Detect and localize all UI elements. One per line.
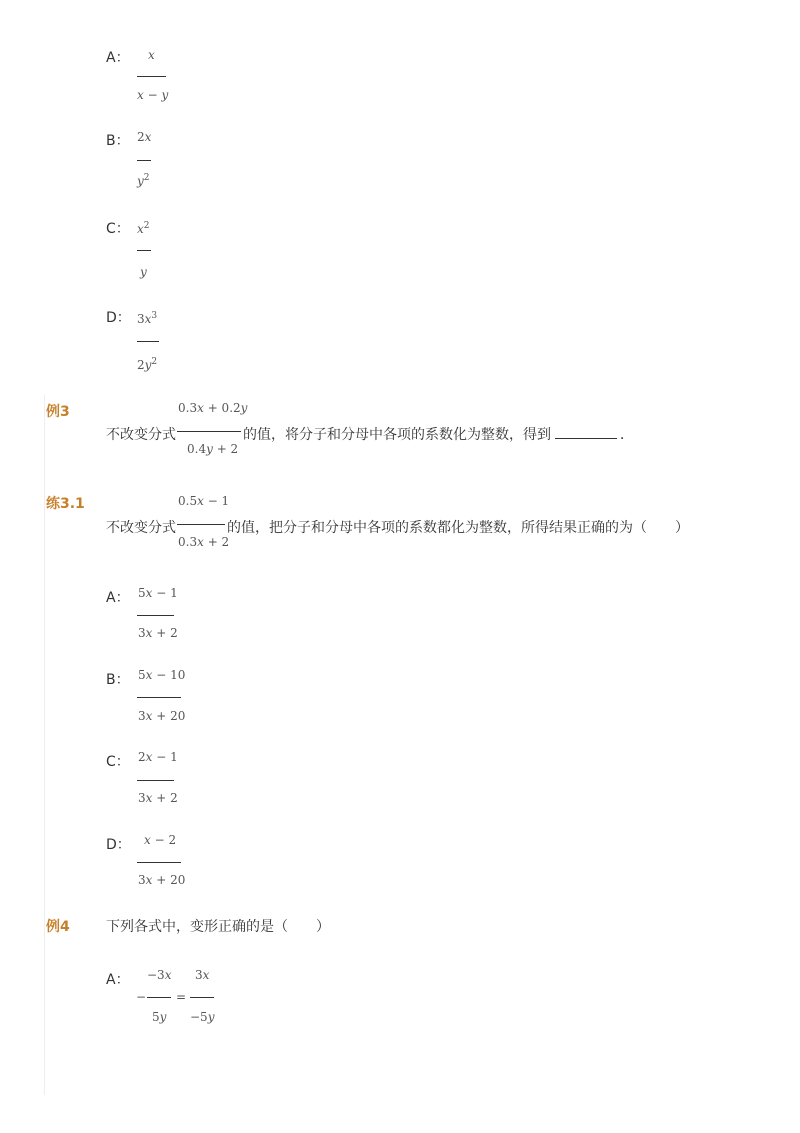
- fraction-numerator: x − 2: [144, 833, 177, 847]
- option-letter: A：: [106, 590, 130, 606]
- question-text: 下列各式中，变形正确的是（ ）: [106, 919, 330, 935]
- question-prefix: 不改变分式: [106, 520, 176, 536]
- fraction-bar: [177, 524, 225, 525]
- fraction-denominator: 0.3x + 2: [178, 535, 230, 549]
- fraction-bar: [137, 697, 181, 698]
- fraction-denominator: 3x + 2: [138, 791, 178, 805]
- fraction-numerator: x: [148, 48, 155, 62]
- answer-blank[interactable]: [555, 424, 617, 443]
- fraction-denominator: 3x + 20: [138, 709, 186, 723]
- fraction-numerator: 2x − 1: [138, 750, 178, 764]
- fraction-denominator: −5y: [190, 1010, 215, 1024]
- fraction-numerator: $3x^3$: [137, 311, 158, 326]
- example-tag: 例4: [46, 919, 70, 935]
- fraction-numerator: 2x: [137, 130, 152, 144]
- fraction-numerator: −3x: [147, 968, 172, 982]
- fraction-bar: [147, 997, 171, 998]
- fraction-bar: [137, 160, 151, 161]
- fraction-denominator: 3x + 2: [138, 626, 178, 640]
- option-letter: B：: [106, 672, 130, 688]
- fraction-numerator: 0.3x + 0.2y: [178, 401, 248, 415]
- fraction-bar: [137, 615, 174, 616]
- fraction-numerator: 5x − 10: [138, 668, 186, 682]
- option-letter: D：: [106, 837, 131, 853]
- fraction-denominator: 3x + 20: [138, 873, 186, 887]
- fraction-bar: [190, 997, 214, 998]
- question-end: ．: [620, 427, 634, 443]
- fraction-bar: [137, 780, 174, 781]
- fraction-denominator: $2y^2$: [137, 357, 158, 372]
- option-letter: A：: [106, 972, 130, 988]
- fraction-denominator: $y^2$: [137, 173, 150, 188]
- fraction-numerator: $x^2$: [137, 221, 150, 236]
- fraction-bar: [137, 76, 166, 77]
- equals-sign: =: [176, 990, 187, 1004]
- practice-tag: 练3.1: [46, 496, 85, 512]
- question-suffix: 的值，把分子和分母中各项的系数都化为整数，所得结果正确的为（ ）: [227, 520, 689, 536]
- option-letter: C：: [106, 754, 130, 770]
- fraction-numerator: 5x − 1: [138, 586, 178, 600]
- fraction-bar: [137, 341, 159, 342]
- fraction-denominator: x − y: [137, 88, 169, 102]
- example-tag: 例3: [46, 404, 70, 420]
- fraction-denominator: 5y: [152, 1010, 167, 1024]
- fraction-numerator: 0.5x − 1: [178, 494, 230, 508]
- question-suffix: 的值，将分子和分母中各项的系数化为整数，得到: [243, 427, 551, 443]
- question-prefix: 不改变分式: [106, 427, 176, 443]
- fraction-denominator: 0.4y + 2: [187, 442, 239, 456]
- fraction-bar: [137, 862, 181, 863]
- option-letter: D：: [106, 310, 131, 326]
- option-letter: C：: [106, 221, 130, 237]
- fraction-denominator: y: [140, 265, 147, 279]
- fraction-bar: [137, 250, 151, 251]
- minus-sign: −: [136, 990, 147, 1004]
- left-border-line: [44, 395, 45, 1095]
- option-letter: A：: [106, 50, 130, 66]
- option-letter: B：: [106, 133, 130, 149]
- fraction-numerator: 3x: [195, 968, 210, 982]
- fraction-bar: [177, 431, 241, 432]
